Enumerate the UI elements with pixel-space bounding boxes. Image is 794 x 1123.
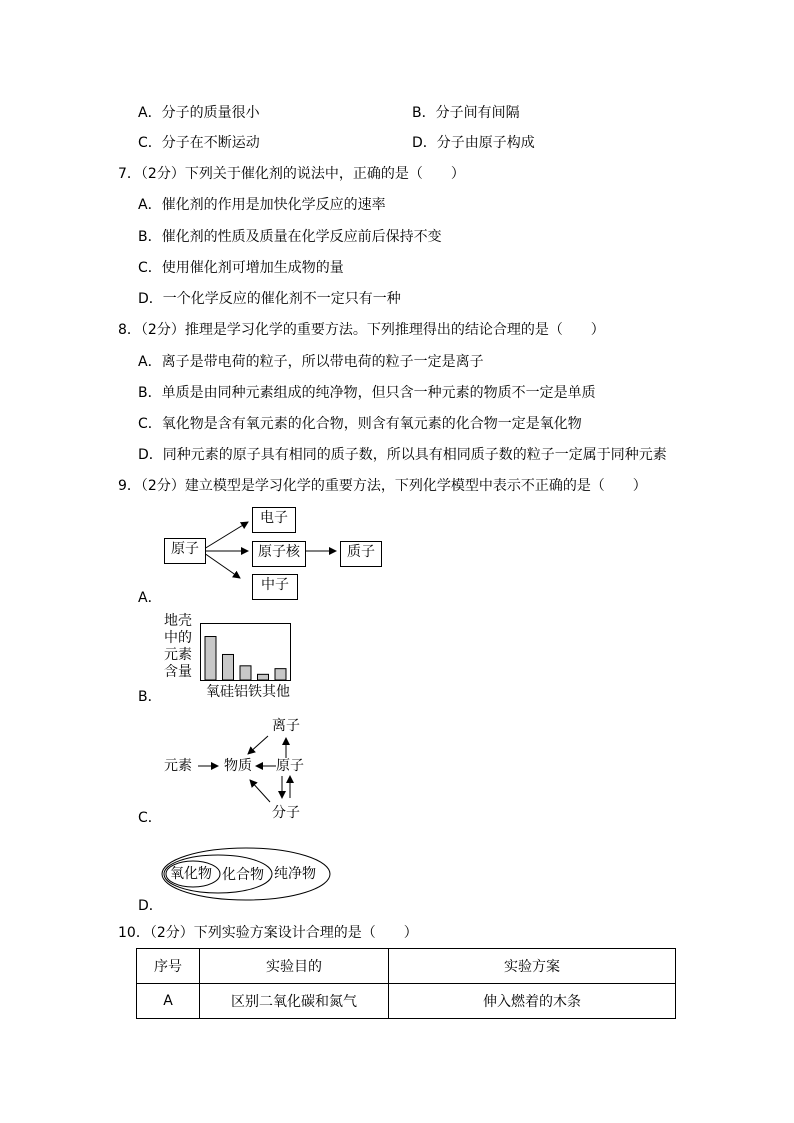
- c-element: 元素: [164, 758, 192, 774]
- header-plan: 实验方案: [389, 949, 676, 984]
- d-pure: 纯净物: [274, 866, 316, 882]
- q10-stem: 10．（2分）下列实验方案设计合理的是（ ）: [118, 925, 418, 941]
- c-atom: 原子: [276, 758, 304, 774]
- table-header-row: [137, 949, 676, 984]
- q8-option-c: C．氧化物是含有氧元素的化合物，则含有氧元素的化合物一定是氧化物: [138, 416, 582, 432]
- experiment-table: [136, 948, 676, 1019]
- q6-option-b: B．分子间有间隔: [412, 105, 520, 121]
- row-index: A: [137, 984, 200, 1019]
- q6-option-d: D．分子由原子构成: [412, 135, 535, 151]
- q7-option-b: B．催化剂的性质及质量在化学反应前后保持不变: [138, 229, 442, 245]
- q9-option-a-letter: A．: [138, 590, 162, 606]
- chart-ylabel-4: 含量: [164, 664, 192, 680]
- q9-stem: 9．（2分）建立模型是学习化学的重要方法，下列化学模型中表示不正确的是（ ）: [118, 478, 647, 494]
- d-oxide: 氧化物: [170, 866, 212, 882]
- q7-option-c: C．使用催化剂可增加生成物的量: [138, 260, 344, 276]
- chart-ylabel-1: 地壳: [164, 613, 192, 629]
- header-index: 序号: [137, 949, 200, 984]
- q9-option-c-letter: C．: [138, 810, 162, 826]
- atom-box: 原子: [164, 538, 206, 564]
- c-molecule: 分子: [272, 805, 300, 821]
- q7-option-d: D．一个化学反应的催化剂不一定只有一种: [138, 291, 401, 307]
- d-compound: 化合物: [222, 867, 264, 883]
- electron-box: 电子: [252, 507, 296, 533]
- q7-option-a: A．催化剂的作用是加快化学反应的速率: [138, 197, 386, 213]
- c-substance: 物质: [224, 758, 252, 774]
- q8-option-a: A．离子是带电荷的粒子，所以带电荷的粒子一定是离子: [138, 354, 484, 370]
- nucleus-box: 原子核: [252, 541, 306, 567]
- row-plan: 伸入燃着的木条: [389, 984, 676, 1019]
- table-row: [137, 984, 676, 1019]
- q6-option-a: A．分子的质量很小: [138, 105, 260, 121]
- q9-option-b-letter: B．: [138, 689, 162, 705]
- c-ion: 离子: [272, 718, 300, 734]
- q6-option-c: C．分子在不断运动: [138, 135, 260, 151]
- q8-option-b: B．单质是由同种元素组成的纯净物，但只含一种元素的物质不一定是单质: [138, 385, 596, 401]
- chart-ylabel-3: 元素: [164, 647, 192, 663]
- row-purpose: 区别二氧化碳和氮气: [200, 984, 389, 1019]
- q8-stem: 8．（2分）推理是学习化学的重要方法。下列推理得出的结论合理的是（ ）: [118, 322, 605, 338]
- proton-box: 质子: [340, 541, 382, 567]
- q7-stem: 7．（2分）下列关于催化剂的说法中，正确的是（ ）: [118, 166, 465, 182]
- neutron-box: 中子: [252, 574, 298, 600]
- header-purpose: 实验目的: [200, 949, 389, 984]
- chart-ylabel-2: 中的: [164, 630, 192, 646]
- chart-category-labels: 氧硅铝铁其他: [206, 684, 290, 700]
- q9-option-d-letter: D．: [138, 898, 163, 914]
- q8-option-d: D．同种元素的原子具有相同的质子数，所以具有相同质子数的粒子一定属于同种元素: [138, 447, 667, 463]
